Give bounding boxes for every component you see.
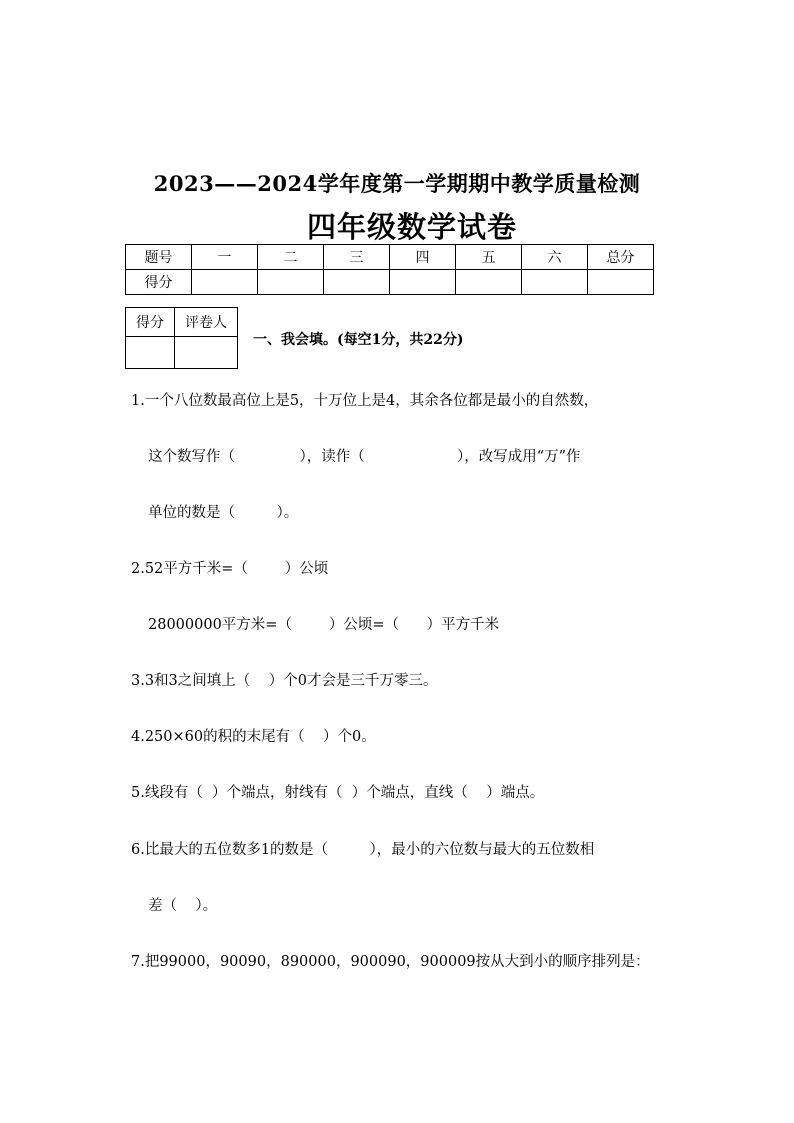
score-table-header-cell: 题号	[126, 245, 192, 270]
section-heading: 一、我会填。(每空1分，共22分)	[253, 332, 464, 348]
grader-name-label: 评卷人	[175, 308, 238, 337]
grader-name-cell	[175, 337, 238, 369]
score-table-header-cell: 三	[324, 245, 390, 270]
grader-box	[125, 307, 238, 369]
question-line: 单位的数是（ ）。	[148, 505, 299, 521]
question-line: 7.把99000，90090，890000，900090，900009按从大到小的顺序排列是：	[131, 954, 650, 970]
score-table-header-cell: 六	[522, 245, 588, 270]
score-cell	[192, 270, 258, 295]
score-row-label: 得分	[126, 270, 192, 295]
question-line: 这个数写作（ ），读作（ ），改写成用“万”作	[148, 449, 581, 465]
exam-title: 2023——2024学年度第一学期期中教学质量检测	[153, 171, 641, 196]
score-cell	[324, 270, 390, 295]
exam-subtitle: 四年级数学试卷	[306, 210, 517, 244]
score-table-score-row	[126, 270, 654, 295]
score-cell	[390, 270, 456, 295]
question-line: 2.52平方千米=（ ）公顷	[131, 561, 329, 577]
score-cell	[522, 270, 588, 295]
question-line: 1.一个八位数最高位上是5，十万位上是4，其余各位都是最小的自然数，	[131, 393, 599, 409]
question-line: 4.250×60的积的末尾有（ ）个0。	[131, 729, 376, 745]
question-line: 3.3和3之间填上（ ）个0才会是三千万零三。	[131, 673, 438, 689]
score-table-header-cell: 二	[258, 245, 324, 270]
score-table-header-cell: 五	[456, 245, 522, 270]
question-line: 差（ ）。	[148, 898, 218, 914]
question-line: 5.线段有（ ）个端点，射线有（ ）个端点，直线（ ）端点。	[131, 785, 545, 801]
score-table-header-cell: 一	[192, 245, 258, 270]
score-cell	[456, 270, 522, 295]
question-line: 6.比最大的五位数多1的数是（ ），最小的六位数与最大的五位数相	[131, 842, 595, 858]
question-line: 28000000平方米=（ ）公顷=（ ）平方千米	[148, 617, 500, 633]
score-table-header-row	[126, 245, 654, 270]
grader-score-label: 得分	[126, 308, 175, 337]
score-table	[125, 244, 654, 295]
score-cell	[258, 270, 324, 295]
score-table-header-cell: 四	[390, 245, 456, 270]
grader-score-cell	[126, 337, 175, 369]
score-table-header-cell: 总分	[588, 245, 654, 270]
score-cell	[588, 270, 654, 295]
